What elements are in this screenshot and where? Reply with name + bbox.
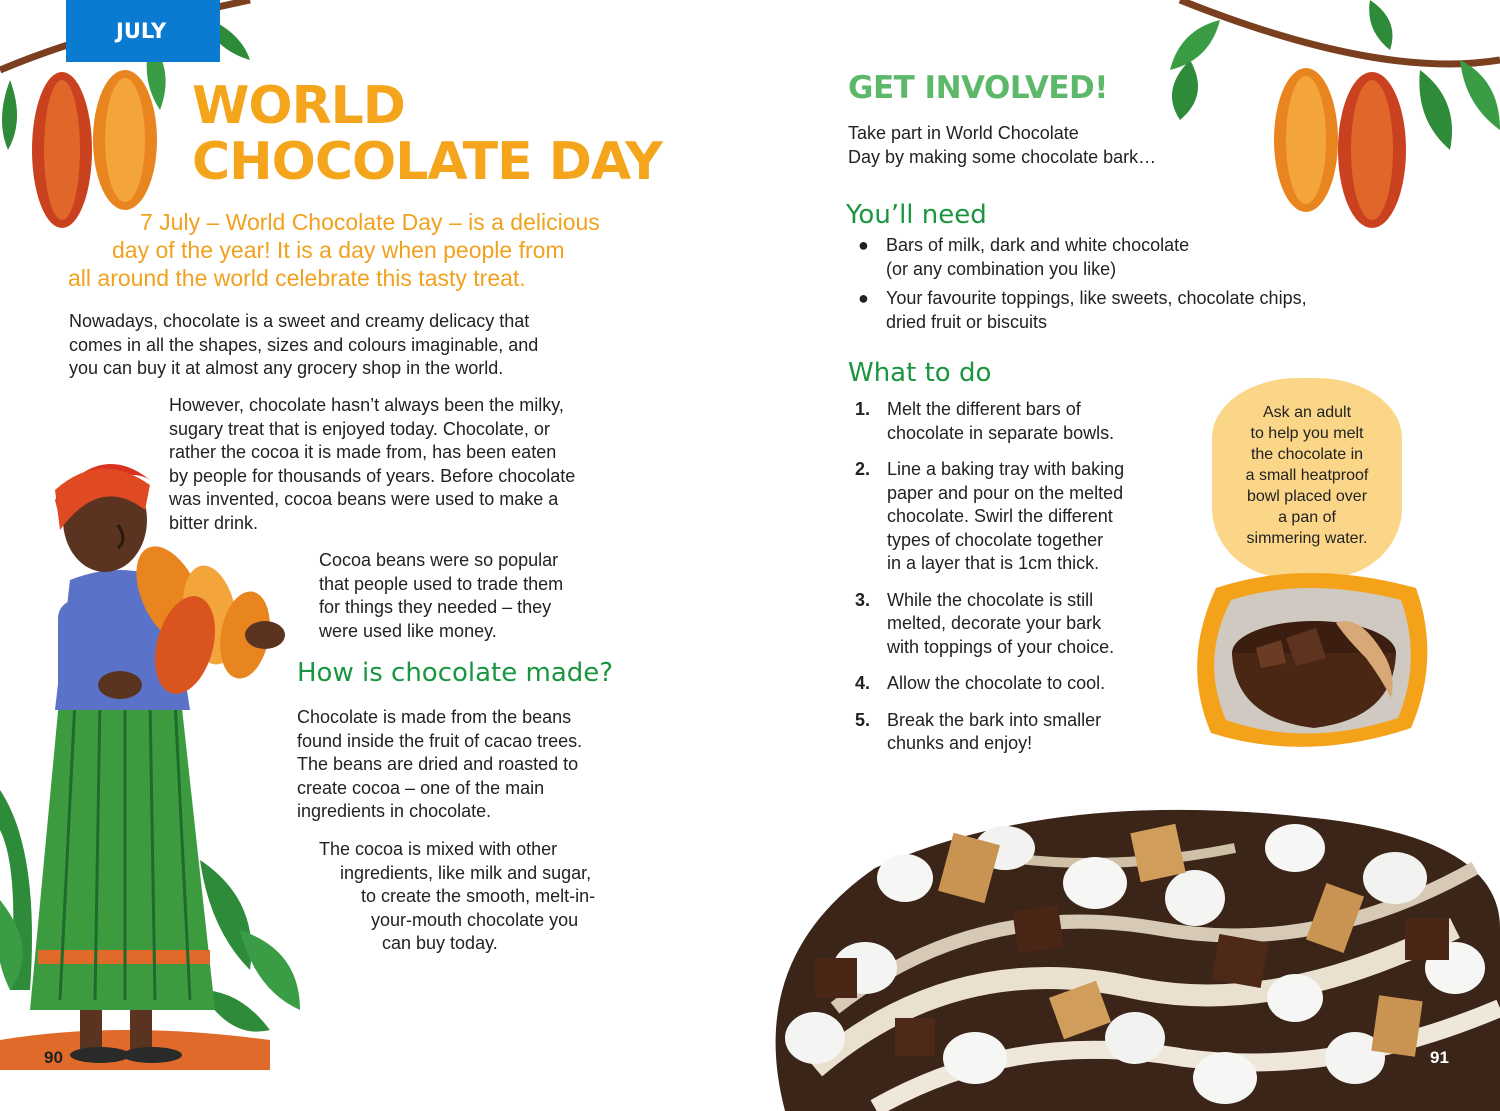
cacao-branch-right-illustration [1160, 0, 1500, 240]
bullet-icon: ● [858, 235, 869, 255]
intro-line: 7 July – World Chocolate Day – is a delicious [140, 209, 600, 235]
step-line: melted, decorate your bark [887, 613, 1102, 633]
step-item [855, 458, 1185, 576]
paragraph-line: you can buy it at almost any grocery shop in the world. [69, 358, 504, 378]
step-line: While the chocolate is still [887, 589, 1094, 610]
paragraph-take-part [848, 122, 1228, 169]
tip-line: the chocolate in [1250, 446, 1364, 463]
tip-line: a small heatproof [1245, 467, 1369, 484]
list-item-line: Bars of milk, dark and white chocolate [886, 235, 1190, 255]
step-item [855, 398, 1185, 445]
paragraph-line: The beans are dried and roasted to [297, 754, 579, 774]
step-line: paper and pour on the melted [887, 482, 1124, 503]
paragraph-line: ingredients, like milk and sugar, [340, 862, 592, 883]
title-line-2: CHOCOLATE DAY [192, 132, 662, 192]
step-line: types of chocolate together [887, 529, 1104, 550]
step-line: chocolate. Swirl the different [887, 506, 1113, 526]
paragraph-line: that people used to trade them [319, 573, 564, 594]
paragraph-mixed [319, 838, 659, 956]
step-line: Line a baking tray with baking [887, 459, 1125, 479]
paragraph-line: rather the cocoa it is made from, has been eaten [169, 442, 557, 462]
intro-paragraph [68, 208, 658, 292]
step-line: in a layer that is 1cm thick. [887, 553, 1100, 573]
paragraph-made-from [297, 706, 657, 824]
tip-line: Ask an adult [1262, 404, 1352, 421]
paragraph-line: The cocoa is mixed with other [319, 839, 558, 859]
heading-how-made: How is chocolate made? [297, 658, 614, 688]
paragraph-line: create cocoa – one of the main [297, 777, 545, 798]
step-line: Melt the different bars of [887, 399, 1081, 419]
paragraph-nowadays [69, 310, 649, 381]
paragraph-line: comes in all the shapes, sizes and colours imaginable, and [69, 334, 539, 355]
step-number: 3. [855, 589, 871, 610]
step-item [855, 589, 1185, 660]
list-item-line: (or any combination you like) [886, 258, 1117, 279]
step-number: 4. [855, 673, 871, 693]
paragraph-line: Cocoa beans were so popular [319, 550, 559, 570]
intro-line: all around the world celebrate this tasty treat. [68, 265, 526, 291]
tip-line: to help you melt [1250, 425, 1364, 442]
step-line: chocolate in separate bowls. [887, 422, 1115, 443]
paragraph-line: sugary treat that is enjoyed today. Chocolate, or [169, 418, 550, 439]
tip-line: simmering water. [1246, 530, 1368, 547]
paragraph-cocoa-beans [319, 549, 659, 643]
tip-line: bowl placed over [1246, 488, 1368, 505]
step-line: Allow the chocolate to cool. [887, 673, 1106, 693]
chocolate-bark-photo [755, 808, 1500, 1111]
paragraph-line: to create the smooth, melt-in- [361, 886, 596, 906]
step-line: Break the bark into smaller [887, 709, 1102, 730]
list-item-line: Your favourite toppings, like sweets, chocolate chips, [886, 288, 1307, 308]
paragraph-however [169, 394, 659, 535]
step-line: with toppings of your choice. [887, 636, 1115, 657]
steps-list [855, 398, 1185, 769]
paragraph-line: bitter drink. [169, 512, 259, 533]
paragraph-line: found inside the fruit of cacao trees. [297, 730, 583, 751]
step-number: 1. [855, 399, 871, 419]
intro-line: day of the year! It is a day when people from [112, 237, 565, 263]
paragraph-line: by people for thousands of years. Before chocolate [169, 465, 576, 486]
heading-what-to-do: What to do [848, 358, 992, 388]
month-tab: JULY [66, 0, 220, 62]
page-number-right: 91 [1430, 1048, 1449, 1067]
paragraph-line: Nowadays, chocolate is a sweet and creamy delicacy that [69, 311, 530, 331]
paragraph-line: Day by making some chocolate bark… [848, 146, 1157, 167]
paragraph-line: ingredients in chocolate. [297, 801, 492, 821]
title-line-1: WORLD [192, 76, 405, 136]
heading-get-involved: GET INVOLVED! [848, 70, 1108, 106]
step-item [855, 709, 1185, 756]
needs-list [858, 234, 1418, 340]
step-number: 5. [855, 709, 871, 730]
list-item-line: dried fruit or biscuits [886, 311, 1048, 332]
page-title [192, 78, 662, 190]
tip-text [1220, 402, 1394, 549]
bullet-icon: ● [858, 288, 869, 308]
paragraph-line: Chocolate is made from the beans [297, 707, 572, 727]
paragraph-line: can buy today. [382, 933, 498, 953]
step-line: chunks and enjoy! [887, 733, 1033, 753]
list-item [858, 234, 1418, 281]
heading-youll-need: You’ll need [846, 200, 987, 230]
paragraph-line: were used like money. [319, 620, 497, 641]
melted-chocolate-photo [1186, 568, 1434, 752]
step-item [855, 672, 1185, 696]
paragraph-line: was invented, cocoa beans were used to make a [169, 489, 559, 509]
paragraph-line: for things they needed – they [319, 597, 552, 617]
tip-line: a pan of [1278, 509, 1336, 526]
list-item [858, 287, 1418, 334]
page-number-left: 90 [44, 1048, 63, 1067]
step-number: 2. [855, 459, 871, 479]
paragraph-line: Take part in World Chocolate [848, 123, 1079, 143]
paragraph-line: your-mouth chocolate you [371, 909, 579, 930]
paragraph-line: However, chocolate hasn’t always been the milky, [169, 395, 564, 415]
